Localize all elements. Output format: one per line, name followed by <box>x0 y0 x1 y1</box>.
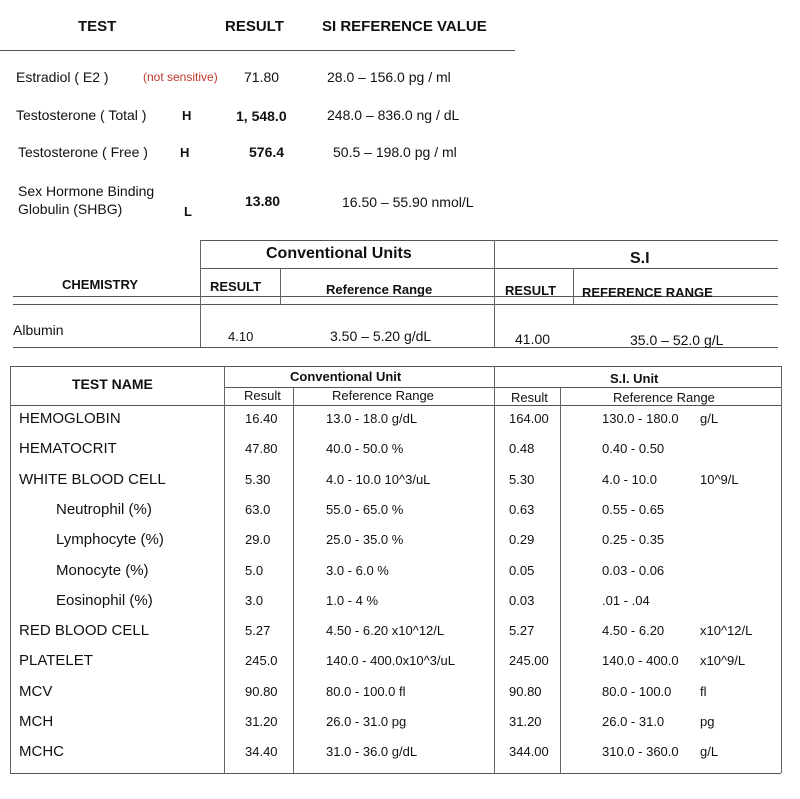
test-reference: 16.50 – 55.90 nmol/L <box>342 194 474 210</box>
si-result-header: Result <box>511 390 548 405</box>
si-reference: 35.0 – 52.0 g/L <box>630 332 724 348</box>
conv-result: 63.0 <box>245 502 271 517</box>
conv-reference: 13.0 - 18.0 g/dL <box>326 411 418 426</box>
table-border <box>10 366 781 367</box>
si-result: 41.00 <box>515 331 551 347</box>
si-reference: 80.0 - 100.0 <box>602 684 672 699</box>
conv-reference: 26.0 - 31.0 pg <box>326 714 407 729</box>
si-unit: x10^12/L <box>700 623 753 638</box>
si-reference: 0.25 - 0.35 <box>602 532 665 547</box>
si-reference: 4.0 - 10.0 <box>602 472 657 487</box>
test-name: MCV <box>19 683 53 700</box>
table-border <box>200 240 201 347</box>
test-reference: 28.0 – 156.0 pg / ml <box>327 69 451 85</box>
conv-reference: 1.0 - 4 % <box>326 593 379 608</box>
test-result: 576.4 <box>249 144 285 160</box>
conv-result: 3.0 <box>245 593 264 608</box>
result-header: RESULT <box>210 279 262 294</box>
test-result: 13.80 <box>245 193 281 209</box>
conv-reference: 55.0 - 65.0 % <box>326 502 404 517</box>
si-result: 164.00 <box>509 411 549 426</box>
si-result: 31.20 <box>509 714 542 729</box>
test-name: PLATELET <box>19 652 93 669</box>
test-name: Estradiol ( E2 ) <box>16 69 109 85</box>
table-border <box>10 773 781 774</box>
si-unit: fl <box>700 684 707 699</box>
table-border <box>573 268 574 304</box>
conv-result: 5.30 <box>245 472 271 487</box>
si-reference: 310.0 - 360.0 <box>602 744 679 759</box>
table-border <box>494 366 495 773</box>
si-header: S.I <box>630 250 650 267</box>
test-name: Lymphocyte (%) <box>56 531 164 548</box>
si-unit: g/L <box>700 744 719 759</box>
flag-badge: L <box>184 204 192 219</box>
conv-result: 47.80 <box>245 441 278 456</box>
test-reference: 50.5 – 198.0 pg / ml <box>333 144 457 160</box>
si-unit: 10^9/L <box>700 472 739 487</box>
header-divider <box>0 50 515 51</box>
conv-reference: 3.0 - 6.0 % <box>326 563 389 578</box>
si-unit-header: S.I. Unit <box>610 371 659 386</box>
conv-result: 31.20 <box>245 714 278 729</box>
test-name: MCH <box>19 713 54 730</box>
conv-result: 5.0 <box>245 563 264 578</box>
conventional-units-header: Conventional Units <box>266 245 412 262</box>
test-name: Albumin <box>13 322 64 338</box>
flag-badge: H <box>182 108 192 123</box>
reference-range-header: Reference Range <box>326 282 433 297</box>
test-note: (not sensitive) <box>143 70 218 84</box>
si-reference: 0.03 - 0.06 <box>602 563 665 578</box>
si-reference: 26.0 - 31.0 <box>602 714 665 729</box>
table-border <box>200 240 778 241</box>
test-result: 1, 548.0 <box>236 108 287 124</box>
si-result: 245.00 <box>509 653 549 668</box>
conv-reference: 25.0 - 35.0 % <box>326 532 404 547</box>
header-result: RESULT <box>225 18 284 35</box>
table-border <box>494 240 495 347</box>
test-name: Eosinophil (%) <box>56 592 153 609</box>
si-reference: 0.55 - 0.65 <box>602 502 665 517</box>
table-border <box>560 387 561 773</box>
si-result: 5.30 <box>509 472 535 487</box>
conv-reference: 31.0 - 36.0 g/dL <box>326 744 418 759</box>
header-test: TEST <box>78 18 117 35</box>
conv-reference: 40.0 - 50.0 % <box>326 441 404 456</box>
test-name: HEMATOCRIT <box>19 440 117 457</box>
table-border <box>293 387 294 773</box>
test-reference: 248.0 – 836.0 ng / dL <box>327 107 460 123</box>
test-name-line2: Globulin (SHBG) <box>18 201 123 217</box>
conv-result: 29.0 <box>245 532 271 547</box>
conv-result: 245.0 <box>245 653 278 668</box>
si-unit: pg <box>700 714 715 729</box>
si-result: 0.48 <box>509 441 535 456</box>
conv-reference: 80.0 - 100.0 fl <box>326 684 406 699</box>
si-reference: 0.40 - 0.50 <box>602 441 665 456</box>
table-border <box>224 366 225 773</box>
si-range-header: Reference Range <box>613 390 715 405</box>
test-name: HEMOGLOBIN <box>19 410 121 427</box>
conv-reference: 4.0 - 10.0 10^3/uL <box>326 472 431 487</box>
si-reference: 140.0 - 400.0 <box>602 653 679 668</box>
si-result: 90.80 <box>509 684 542 699</box>
si-result: 0.05 <box>509 563 535 578</box>
si-result: 0.29 <box>509 532 535 547</box>
conventional-unit-header: Conventional Unit <box>290 369 402 384</box>
test-name: Neutrophil (%) <box>56 501 152 518</box>
table-border <box>280 268 281 304</box>
conv-result: 34.40 <box>245 744 278 759</box>
si-result-header: RESULT <box>505 283 557 298</box>
si-result: 0.03 <box>509 593 535 608</box>
test-name: Monocyte (%) <box>56 562 149 579</box>
conv-result-header: Result <box>244 388 281 403</box>
si-result: 0.63 <box>509 502 535 517</box>
test-name: RED BLOOD CELL <box>19 622 150 639</box>
conv-reference: 4.50 - 6.20 x10^12/L <box>326 623 445 638</box>
table-border <box>10 405 781 406</box>
conv-result: 16.40 <box>245 411 278 426</box>
table-border <box>781 366 782 773</box>
si-reference: .01 - .04 <box>602 593 650 608</box>
test-result: 4.10 <box>228 329 254 344</box>
table-border <box>10 366 11 773</box>
si-reference: 130.0 - 180.0 <box>602 411 679 426</box>
chemistry-header: CHEMISTRY <box>62 277 139 292</box>
test-name: Sex Hormone Binding <box>18 183 155 199</box>
header-si-reference: SI REFERENCE VALUE <box>322 18 487 35</box>
si-unit: x10^9/L <box>700 653 746 668</box>
test-name: Testosterone ( Free ) <box>18 144 148 160</box>
table-border <box>224 387 781 388</box>
table-border <box>200 268 778 269</box>
test-reference: 3.50 – 5.20 g/dL <box>330 328 432 344</box>
conv-reference: 140.0 - 400.0x10^3/uL <box>326 653 455 668</box>
flag-badge: H <box>180 145 190 160</box>
conv-result: 5.27 <box>245 623 271 638</box>
conv-range-header: Reference Range <box>332 388 434 403</box>
test-name: Testosterone ( Total ) <box>16 107 147 123</box>
test-name-header: TEST NAME <box>72 376 153 392</box>
test-name: MCHC <box>19 743 64 760</box>
si-unit: g/L <box>700 411 719 426</box>
si-reference-range-header: REFERENCE RANGE <box>582 285 713 300</box>
table-border <box>13 304 778 305</box>
test-name: WHITE BLOOD CELL <box>19 471 166 488</box>
conv-result: 90.80 <box>245 684 278 699</box>
si-result: 5.27 <box>509 623 535 638</box>
test-result: 71.80 <box>244 69 280 85</box>
si-result: 344.00 <box>509 744 549 759</box>
si-reference: 4.50 - 6.20 <box>602 623 665 638</box>
